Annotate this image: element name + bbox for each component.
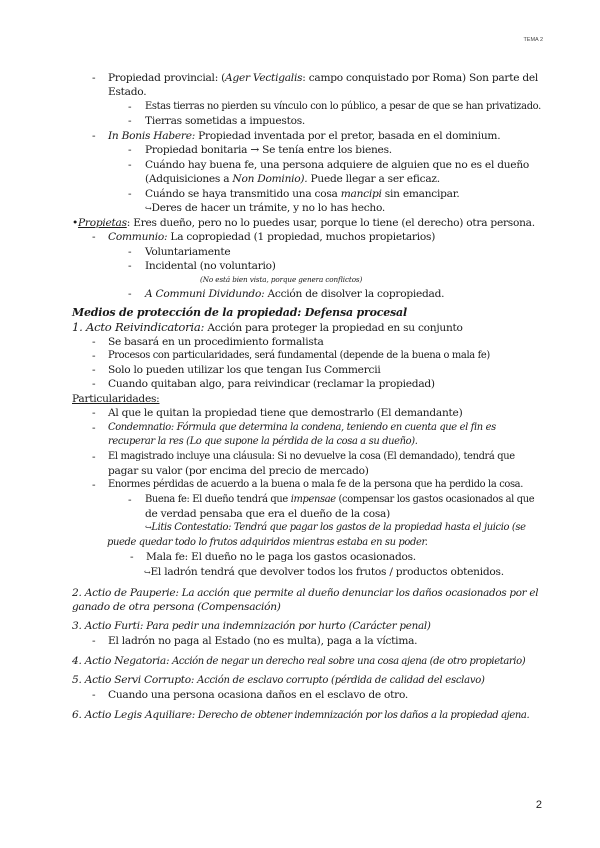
communio-rest: La copropiedad (1 propiedad, muchos propietarios) <box>167 231 436 243</box>
particularidad-1: Al que le quitan la propiedad tiene que demostrarlo (El demandante) <box>108 407 463 419</box>
a3-title: 3. Actio Furti: <box>72 620 144 632</box>
a5-title: 5. Actio Servi Corrupto: <box>72 674 195 686</box>
actio-negatoria-line <box>72 654 525 669</box>
dash-bullet: - <box>92 231 96 243</box>
provincial-cont: Estado. <box>108 86 147 98</box>
a6-title: 6. Actio Legis Aquiliare: <box>72 709 196 721</box>
dash-bullet: - <box>92 635 96 647</box>
propietas-rest: : Eres dueño, pero no lo puedes usar, porque lo tiene (el derecho) otra persona. <box>126 217 535 229</box>
dash-bullet: - <box>128 494 132 506</box>
communio-label: Communio: <box>108 231 168 243</box>
communio-voluntario: Voluntariamente <box>145 246 231 258</box>
bonis-line <box>108 129 500 143</box>
particularidades-label: Particularidades: <box>72 393 160 405</box>
acommuni-rest: Acción de disolver la copropiedad. <box>264 288 445 300</box>
dash-bullet: - <box>92 422 96 434</box>
a1-title: Acto Reivindicatoria: <box>86 320 205 334</box>
provincial-rest: : campo conquistado por Roma) Son parte del <box>302 72 539 84</box>
actio-pauperie-line <box>72 586 538 600</box>
hook-arrow-icon: ↪ <box>145 523 152 532</box>
a1-item: Se basará en un procedimiento formalista <box>108 336 324 348</box>
dash-bullet: - <box>128 188 132 200</box>
particularidad-4: Enormes pérdidas de acuerdo a la buena o mala fe de la persona que ha perdido la cosa. <box>108 479 524 490</box>
dash-bullet: - <box>92 72 96 84</box>
a1-item: Cuando quitaban algo, para reivindicar (reclamar la propiedad) <box>108 378 435 390</box>
a4-title: 4. Actio Negatoria: <box>72 655 170 667</box>
a4-rest: Acción de negar un derecho real sobre una cosa ajena (de otro propietario) <box>169 656 526 667</box>
dash-bullet: - <box>128 288 132 300</box>
communio-line <box>108 230 435 244</box>
ager-vectigalis-term: Ager Vectigalis <box>225 72 303 84</box>
litis-text: Litis Contestatio: Tendrá que pagar los gastos de la propiedad hasta el juicio (se <box>151 522 526 533</box>
a1-number: 1. <box>72 320 86 334</box>
particularidad-3: El magistrado incluye una cláusula: Si no devuelve la cosa (El demandado), tendrá que <box>108 451 515 462</box>
particularidad-2: Condemnatio: Fórmula que determina la condena, teniendo en cuenta que el fin es <box>108 422 496 433</box>
dash-bullet: - <box>92 378 96 390</box>
buena-fe-line <box>145 493 534 507</box>
bonis-rest: Propiedad inventada por el pretor, basada en el dominium. <box>195 130 501 142</box>
section-heading-medios: Medios de protección de la propiedad: Defensa procesal <box>72 306 407 319</box>
propietas-line <box>72 216 535 230</box>
dash-bullet: - <box>128 101 132 113</box>
bonis-sub2-cont <box>145 172 440 186</box>
bonis-sub2: Cuándo hay buena fe, una persona adquiere de alguien que no es el dueño <box>145 159 530 171</box>
particularidad-3-cont: pagar su valor (por encima del precio de mercado) <box>108 465 369 477</box>
hook-arrow-icon: ↪ <box>144 568 151 577</box>
page-header-tema: TEMA 2 <box>523 37 543 43</box>
a2-title: 2. Actio de Pauperie: <box>72 587 179 599</box>
dash-bullet: - <box>92 689 96 701</box>
a6-rest: Derecho de obtener indemnización por los daños a la propiedad ajena. <box>195 710 530 721</box>
actio-furti-item: El ladrón no paga al Estado (no es multa), paga a la víctima. <box>108 635 418 647</box>
page-number: 2 <box>535 799 542 811</box>
dash-bullet: - <box>128 260 132 272</box>
bonis-sub3-a: Cuándo se haya transmitido una cosa <box>145 188 341 200</box>
bonis-sub3-note <box>145 201 385 216</box>
bonis-sub1 <box>145 143 392 157</box>
bonis-sub1-b: Se tenía entre los bienes. <box>258 144 392 156</box>
communio-note: (No está bien vista, porque genera conflictos) <box>200 275 363 284</box>
buena-fe-a: Buena fe: El dueño tendrá que <box>145 494 291 505</box>
litis-line <box>145 521 526 535</box>
dash-bullet: - <box>128 115 132 127</box>
a2-rest: La acción que permite al dueño denunciar los daños ocasionados por el <box>178 587 539 599</box>
mala-fe-line: Mala fe: El dueño no le paga los gastos ocasionados. <box>146 551 416 563</box>
a1-item: Procesos con particularidades, será fundamental (depende de la buena o mala fe) <box>108 350 490 361</box>
hook-arrow-icon: ↪ <box>145 204 152 213</box>
a5-rest: Acción de esclavo corrupto (pérdida de calidad del esclavo) <box>194 675 485 686</box>
provincial-sub2: Tierras sometidas a impuestos. <box>145 115 306 127</box>
dash-bullet: - <box>128 246 132 258</box>
propietas-label: Propietas <box>78 217 127 229</box>
bonis-sub1-a: Propiedad bonitaria <box>145 144 251 156</box>
dash-bullet: - <box>92 479 96 491</box>
bonis-sub3 <box>145 187 459 201</box>
dash-bullet: - <box>92 336 96 348</box>
provincial-sub1: Estas tierras no pierden su vínculo con lo público, a pesar de que se han privatizado. <box>145 101 541 112</box>
dash-bullet: - <box>92 364 96 376</box>
dash-bullet: - <box>128 144 132 156</box>
dash-bullet: - <box>92 451 96 463</box>
acto-reivindicatoria-line <box>72 320 463 335</box>
bullet-icon: • <box>72 217 78 229</box>
bonis-sub2-cont-a: (Adquisiciones a <box>145 173 233 185</box>
actio-servi-item: Cuando una persona ocasiona daños en el esclavo de otro. <box>108 689 409 701</box>
bonis-sub3-note-text: Deres de hacer un trámite, y no lo has hecho. <box>151 202 386 214</box>
dash-bullet: - <box>92 407 96 419</box>
a1-rest: Acción para proteger la propiedad en su conjunto <box>204 322 463 334</box>
impensae-term: impensae <box>290 494 336 505</box>
actio-furti-line <box>72 619 431 633</box>
provincial-label: Propiedad provincial: <box>108 72 219 84</box>
mala-fe-note <box>144 565 504 580</box>
dash-bullet: - <box>128 159 132 171</box>
mala-fe-note-text: El ladrón tendrá que devolver todos los frutos / productos obtenidos. <box>150 566 504 578</box>
mancipi-term: mancipi <box>340 188 382 200</box>
provincial-line <box>108 71 538 85</box>
particularidad-2-cont: recuperar la res (Lo que supone la pérdida de la cosa a su dueño). <box>108 436 418 447</box>
bonis-sub3-b: sin emancipar. <box>381 188 460 200</box>
bonis-label: In Bonis Habere: <box>108 130 196 142</box>
bonis-sub2-cont-b: Puede llegar a ser eficaz. <box>307 173 440 185</box>
provincial-paren: ( <box>218 72 226 84</box>
non-dominio-term: Non Dominio). <box>232 173 308 185</box>
actio-servi-line <box>72 673 485 688</box>
acommuni-line <box>145 287 444 301</box>
actio-aquiliare-line <box>72 708 529 723</box>
communio-incidental: Incidental (no voluntario) <box>145 260 276 272</box>
litis-cont: puede quedar todo lo frutos adquiridos mientras estaba en su poder. <box>107 537 428 548</box>
acommuni-label: A Communi Dividundo: <box>145 288 265 300</box>
actio-pauperie-cont: ganado de otra persona (Compensación) <box>72 601 281 613</box>
buena-fe-cont: de verdad pensaba que era el dueño de la cosa) <box>145 508 390 520</box>
arrow-right-icon: → <box>250 144 259 156</box>
dash-bullet: - <box>92 130 96 142</box>
buena-fe-b: (compensar los gastos ocasionados al que <box>335 494 535 505</box>
dash-bullet: - <box>130 551 134 563</box>
a3-rest: Para pedir una indemnización por hurto (Carácter penal) <box>143 620 431 632</box>
dash-bullet: - <box>92 350 96 362</box>
a1-item: Solo lo pueden utilizar los que tengan Ius Commercii <box>108 364 381 376</box>
